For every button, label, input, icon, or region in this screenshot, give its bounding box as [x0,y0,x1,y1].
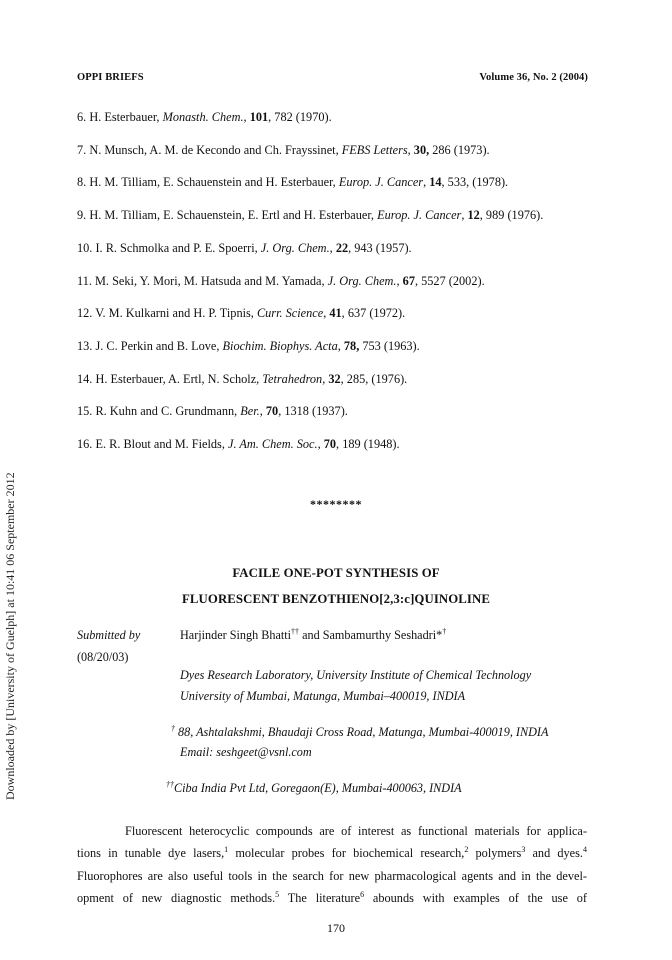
body-line-1: Fluorescent heterocyclic compounds are of interest as functional materials for applica- [125,824,587,838]
reference-item: 10. I. R. Schmolka and P. E. Spoerri, J. Org. Chem., 22, 943 (1957). [77,240,412,255]
reference-item: 13. J. C. Perkin and B. Love, Biochim. Biophys. Acta, 78, 753 (1963). [77,338,420,353]
reference-number: 8. [77,175,87,190]
reference-journal: Tetrahedron [262,371,323,386]
reference-item: 12. V. M. Kulkarni and H. P. Tipnis, Curr. Science, 41, 637 (1972). [77,306,406,321]
reference-volume: 14 [429,175,442,190]
reference-journal: J. Org. Chem. [327,273,397,288]
article-title-line-1: FACILE ONE-POT SYNTHESIS OF [232,566,440,580]
reference-number: 16. [77,437,93,451]
reference-number: 7. [77,142,87,157]
affiliation-3-mark: †† [166,779,174,789]
reference-journal: Ber. [240,404,260,419]
reference-volume: 30, [413,142,430,157]
affiliation-3: ††Ciba India Pvt Ltd, Goregaon(E), Mumbai-400063, INDIA [166,779,462,795]
reference-authors: I. R. Schmolka and P. E. Spoerri, [95,240,261,255]
reference-authors: H. Esterbauer, A. Ertl, N. Scholz, [95,371,263,386]
reference-authors: J. C. Perkin and B. Love, [95,338,223,353]
reference-authors: H. M. Tilliam, E. Schauenstein, E. Ertl and H. Esterbauer, [89,208,378,223]
reference-authors: H. M. Tilliam, E. Schauenstein and H. Esterbauer, [89,175,339,190]
reference-pages-year: , 943 (1957). [348,240,412,255]
reference-journal: J. Org. Chem. [260,240,330,255]
reference-item: 6. H. Esterbauer, Monasth. Chem., 101, 782 (1970). [77,110,332,124]
running-header-left: OPPI BRIEFS [77,72,144,83]
submitted-label: Submitted by [77,628,141,642]
affiliation-2-mark: † [171,723,175,733]
section-separator: ******** [310,497,362,511]
submitted-date: (08/20/03) [77,650,129,664]
reference-journal: Europ. J. Cancer [338,175,424,190]
reference-item: 14. H. Esterbauer, A. Ertl, N. Scholz, Tetrahedron, 32, 285, (1976). [77,371,408,386]
affiliation-1-line-2: University of Mumbai, Matunga, Mumbai–400019, INDIA [180,689,466,703]
reference-number: 10. [77,240,93,255]
reference-number: 15. [77,404,93,419]
reference-pages-year: 753 (1963). [359,338,420,353]
reference-item: 9. H. M. Tilliam, E. Schauenstein, E. Ertl and H. Esterbauer, Europ. J. Cancer, 12, 989 (1976). [77,208,544,223]
reference-item: 7. N. Munsch, A. M. de Kecondo and Ch. Frayssinet, FEBS Letters, 30, 286 (1973). [77,142,490,157]
reference-journal: J. Am. Chem. Soc. [228,437,318,451]
reference-authors: M. Seki, Y. Mori, M. Hatsuda and M. Yamada, [95,273,328,288]
body-line-3: Fluorophores are also useful tools in the search for new pharmacological agents and in the devel- [77,868,587,883]
body-paragraph [77,820,587,909]
reference-pages-year: , 5527 (2002). [414,273,485,288]
author-line [180,628,446,643]
reference-volume: 67 [402,273,415,288]
download-watermark: Downloaded by [University of Guelph] at 10:41 06 September 2012 [3,472,17,800]
reference-volume: 32 [328,371,341,386]
reference-number: 13. [77,338,93,353]
reference-pages-year: , 637 (1972). [341,306,406,321]
reference-pages-year: , 782 (1970). [268,110,332,124]
author-2-mark: † [442,626,447,636]
reference-authors: E. R. Blout and M. Fields, [95,437,228,451]
reference-pages-year: , 285, (1976). [340,371,408,386]
reference-volume: 12 [467,208,480,223]
reference-journal: FEBS Letters [341,142,408,157]
reference-number: 6. [77,110,87,124]
reference-volume: 70 [265,404,279,419]
reference-item: 8. H. M. Tilliam, E. Schauenstein and H. Esterbauer, Europ. J. Cancer, 14, 533, (1978). [77,175,509,190]
author-1-mark: †† [291,626,300,636]
reference-volume: 101 [249,110,269,124]
author-1: Harjinder Singh Bhatti [180,628,292,642]
page-number: 170 [327,921,345,935]
reference-volume: 78, [343,338,360,353]
reference-number: 11. [77,273,92,288]
reference-pages-year: , 1318 (1937). [278,404,348,419]
reference-item: 16. E. R. Blout and M. Fields, J. Am. Chem. Soc., 70, 189 (1948). [77,437,400,451]
reference-volume: 22 [335,240,349,255]
reference-pages-year: , 189 (1948). [336,437,400,451]
reference-number: 14. [77,371,93,386]
affiliation-1-line-1: Dyes Research Laboratory, University Institute of Chemical Technology [180,668,532,682]
article-title-line-2: FLUORESCENT BENZOTHIENO[2,3:c]QUINOLINE [182,592,490,606]
reference-volume: 70 [323,437,337,451]
reference-journal: Curr. Science [256,306,324,321]
reference-number: 12. [77,306,93,321]
reference-journal: Monasth. Chem. [162,110,244,124]
reference-authors: V. M. Kulkarni and H. P. Tipnis, [95,306,257,321]
reference-pages-year: , 989 (1976). [479,208,544,223]
reference-authors: H. Esterbauer, [89,110,163,124]
reference-number: 9. [77,208,87,223]
reference-pages-year: 286 (1973). [429,142,490,157]
reference-journal: Europ. J. Cancer [377,208,462,223]
reference-authors: N. Munsch, A. M. de Kecondo and Ch. Frayssinet, [89,142,342,157]
reference-journal: Biochim. Biophys. Acta [222,338,338,353]
author-email: Email: seshgeet@vsnl.com [180,745,312,759]
reference-item: 11. M. Seki, Y. Mori, M. Hatsuda and M. Yamada, J. Org. Chem., 67, 5527 (2002). [77,273,485,288]
reference-item: 15. R. Kuhn and C. Grundmann, Ber., 70, 1318 (1937). [77,404,348,419]
reference-authors: R. Kuhn and C. Grundmann, [95,404,241,419]
body-line-4: opment of new diagnostic methods.$^5$ The literature$^6$ abounds with examples of the use of [77,889,587,905]
reference-volume: 41 [329,306,342,321]
body-line-2: tions in tunable dye lasers,$^1$ molecular probes for biochemical research,$^2$ polymers$^3$ and dyes.$^4$ [77,845,588,861]
running-header-right: Volume 36, No. 2 (2004) [479,72,588,83]
reference-pages-year: , 533, (1978). [441,175,509,190]
author-2: and Sambamurthy Seshadri* [299,628,443,642]
affiliation-2-line-1: † 88, Ashtalakshmi, Bhaudaji Cross Road, Matunga, Mumbai-400019, INDIA [171,723,549,739]
